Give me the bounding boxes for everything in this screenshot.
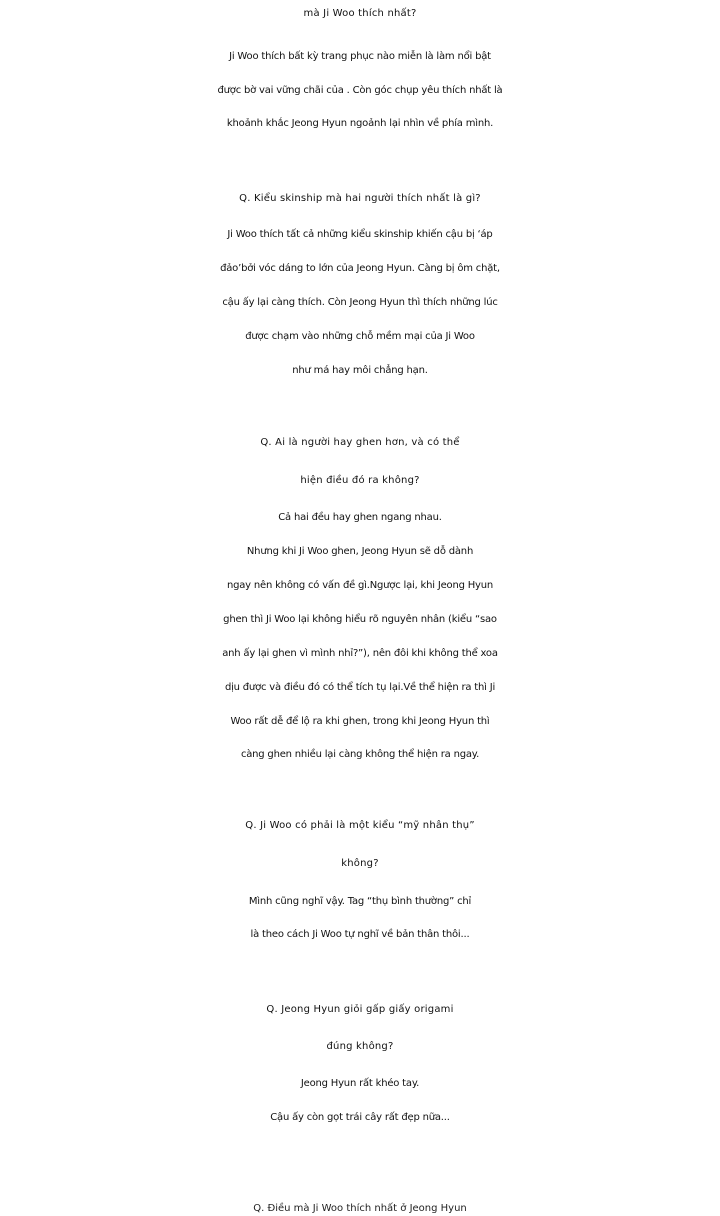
- question-5-line-2: đúng không?: [326, 1041, 394, 1052]
- question-2-line-1: Q. Kiểu skinship mà hai người thích nhất là gì?: [239, 193, 481, 204]
- answer-2-line-3: cậu ấy lại càng thích. Còn Jeong Hyun thì thích những lúc: [222, 297, 498, 308]
- answer-2-line-4: được chạm vào những chỗ mềm mại của Ji Woo: [245, 331, 475, 342]
- answer-4-line-2: là theo cách Ji Woo tự nghĩ về bản thân thôi...: [250, 929, 470, 940]
- question-1-line-1: mà Ji Woo thích nhất?: [303, 8, 417, 19]
- answer-1-line-3: khoảnh khắc Jeong Hyun ngoảnh lại nhìn về phía mình.: [226, 118, 494, 129]
- question-3-line-1: Q. Ai là người hay ghen hơn, và có thể: [260, 437, 460, 448]
- answer-3-line-7: Woo rất dễ để lộ ra khi ghen, trong khi Jeong Hyun thì: [230, 716, 490, 727]
- cut-off-bottom-line: Q. Điều mà Ji Woo thích nhất ở Jeong Hyun: [253, 1203, 467, 1214]
- answer-3-line-2: Nhưng khi Ji Woo ghen, Jeong Hyun sẽ dỗ dành: [246, 546, 474, 557]
- answer-3-line-1: Cả hai đều hay ghen ngang nhau.: [278, 512, 442, 523]
- question-3-line-2: hiện điều đó ra không?: [300, 475, 420, 486]
- answer-3-line-8: càng ghen nhiều lại càng không thể hiện ra ngay.: [240, 749, 480, 760]
- answer-3-line-3: ngay nên không có vấn đề gì.Ngược lại, khi Jeong Hyun: [226, 580, 494, 591]
- answer-2-line-1: Ji Woo thích tất cả những kiểu skinship khiến cậu bị ‘áp: [227, 229, 493, 240]
- question-5-line-1: Q. Jeong Hyun giỏi gấp giấy origami: [266, 1004, 454, 1015]
- answer-5-line-1: Jeong Hyun rất khéo tay.: [300, 1078, 420, 1089]
- answer-1-line-2: được bờ vai vững chãi của . Còn góc chụp yêu thích nhất là: [217, 85, 503, 96]
- answer-3-line-6: dịu được và điều đó có thể tích tụ lại.Về thể hiện ra thì Ji: [224, 682, 496, 693]
- answer-4-line-1: Mình cũng nghĩ vậy. Tag “thụ bình thường” chỉ: [248, 896, 472, 907]
- answer-1-line-1: Ji Woo thích bất kỳ trang phục nào miễn là làm nổi bật: [229, 51, 491, 62]
- answer-5-line-2: Cậu ấy còn gọt trái cây rất đẹp nữa...: [270, 1112, 450, 1123]
- answer-3-line-4: ghen thì Ji Woo lại không hiểu rõ nguyên nhân (kiểu “sao: [223, 614, 497, 625]
- answer-3-line-5: anh ấy lại ghen vì mình nhỉ?”), nên đôi khi không thể xoa: [222, 648, 498, 659]
- question-4-line-2: không?: [341, 858, 379, 869]
- answer-2-line-5: như má hay môi chẳng hạn.: [292, 365, 428, 376]
- question-4-line-1: Q. Ji Woo có phải là một kiểu “mỹ nhân thụ”: [245, 820, 475, 831]
- answer-2-line-2: đảo’bởi vóc dáng to lớn của Jeong Hyun. Càng bị ôm chặt,: [220, 263, 500, 274]
